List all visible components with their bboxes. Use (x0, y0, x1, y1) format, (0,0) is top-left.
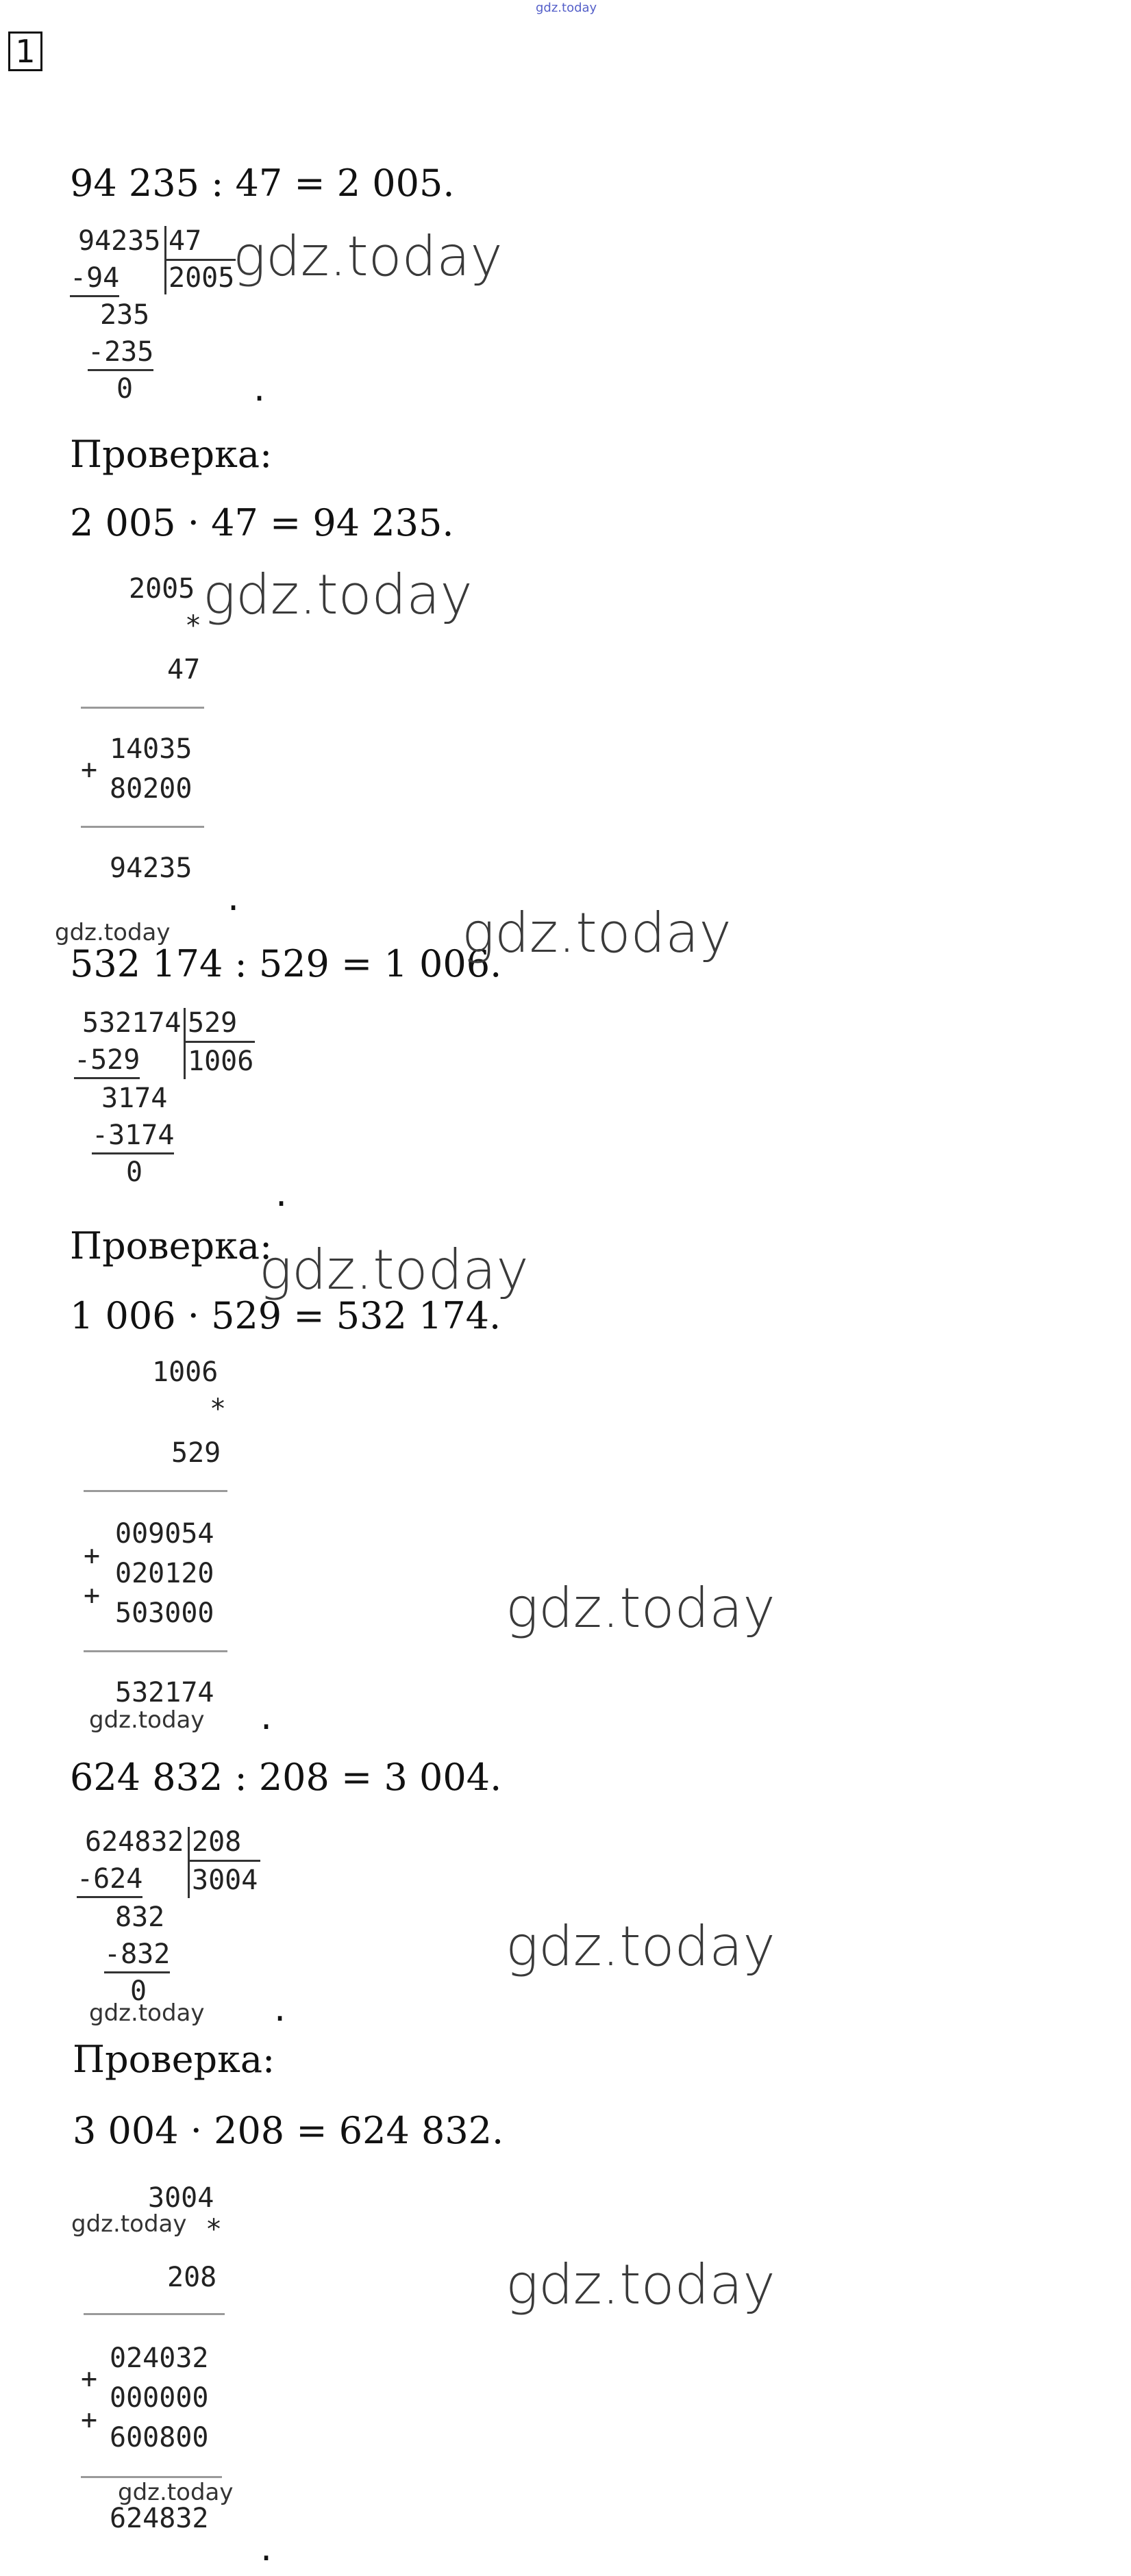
final-remainder: 0 (116, 373, 134, 405)
watermark-small: gdz.today (71, 2210, 187, 2238)
divisor: 47 (169, 225, 202, 257)
watermark: gdz.today (203, 563, 473, 627)
partial-product: 80200 (110, 773, 192, 805)
dividend: 94235 (78, 225, 161, 257)
quotient: 2005 (169, 262, 235, 294)
plus-sign: + (84, 1540, 101, 1571)
watermark-small: gdz.today (118, 2479, 234, 2506)
partial-product: 000000 (110, 2382, 209, 2414)
plus-sign: + (81, 2404, 98, 2436)
period-mark: . (260, 1695, 273, 1738)
plus-sign: + (81, 754, 98, 785)
remainder-step: 832 (115, 1902, 165, 1933)
problem-1-check-label: Проверка: (70, 433, 273, 476)
plus-sign: + (84, 1580, 101, 1611)
watermark: gdz.today (506, 2253, 775, 2316)
product-result: 532174 (115, 1677, 214, 1708)
subtract-step: -235 (88, 336, 153, 371)
site-tag: gdz.today (536, 1, 597, 15)
period-mark: . (253, 366, 266, 409)
watermark: gdz.today (462, 901, 732, 965)
problem-2-check-label: Проверка: (70, 1224, 273, 1267)
times-sign: * (210, 1393, 227, 1425)
watermark-small: gdz.today (55, 919, 171, 946)
problem-3-check-equation: 3 004 · 208 = 624 832. (73, 2109, 504, 2152)
problem-1-check-equation: 2 005 · 47 = 94 235. (70, 501, 454, 544)
partial-product: 009054 (115, 1518, 214, 1550)
partial-product: 503000 (115, 1598, 214, 1629)
multiplicand: 2005 (129, 573, 195, 605)
problem-1-equation: 94 235 : 47 = 2 005. (70, 162, 455, 205)
problem-3-check-label: Проверка: (73, 2038, 275, 2081)
period-mark: . (275, 1172, 288, 1215)
problem-2-check-equation: 1 006 · 529 = 532 174. (70, 1294, 501, 1337)
times-sign: * (206, 2214, 223, 2245)
times-sign: * (185, 610, 202, 642)
period-mark: . (274, 1986, 286, 2030)
plus-sign: + (81, 2363, 98, 2395)
watermark-small: gdz.today (89, 1999, 205, 2027)
subtract-step: -832 (104, 1938, 170, 1973)
subtract-step: -529 (74, 1044, 140, 1079)
subtract-step: -3174 (92, 1119, 174, 1154)
partial-product: 600800 (110, 2422, 209, 2453)
partial-product: 024032 (110, 2343, 209, 2374)
divisor: 208 (192, 1826, 242, 1858)
quotient: 1006 (188, 1046, 254, 1077)
multiplier: 47 (167, 654, 201, 685)
final-remainder: 0 (126, 1157, 143, 1188)
watermark: gdz.today (233, 225, 503, 288)
task-number-box: 1 (8, 31, 42, 71)
multiplicand: 1006 (152, 1356, 219, 1388)
product-result: 624832 (110, 2503, 209, 2534)
period-mark: . (227, 876, 240, 919)
watermark: gdz.today (259, 1238, 529, 1302)
watermark-small: gdz.today (89, 1706, 205, 1734)
subtract-step: -624 (77, 1862, 142, 1898)
final-remainder: 0 (130, 1975, 147, 2007)
watermark: gdz.today (506, 1576, 775, 1640)
quotient: 3004 (192, 1865, 258, 1896)
multiplier: 208 (167, 2262, 217, 2293)
partial-product: 020120 (115, 1558, 214, 1589)
problem-2-equation: 532 174 : 529 = 1 006. (70, 942, 502, 985)
product-result: 94235 (110, 853, 192, 884)
remainder-step: 235 (100, 299, 150, 331)
divisor: 529 (188, 1007, 238, 1039)
subtract-step: -94 (70, 262, 119, 297)
period-mark: . (260, 2526, 273, 2569)
remainder-step: 3174 (101, 1083, 168, 1114)
partial-product: 14035 (110, 733, 192, 765)
problem-3-equation: 624 832 : 208 = 3 004. (70, 1756, 502, 1799)
multiplier: 529 (171, 1437, 221, 1469)
multiplicand: 3004 (148, 2182, 214, 2214)
dividend: 624832 (85, 1826, 184, 1858)
watermark: gdz.today (506, 1915, 775, 1978)
dividend: 532174 (82, 1007, 182, 1039)
